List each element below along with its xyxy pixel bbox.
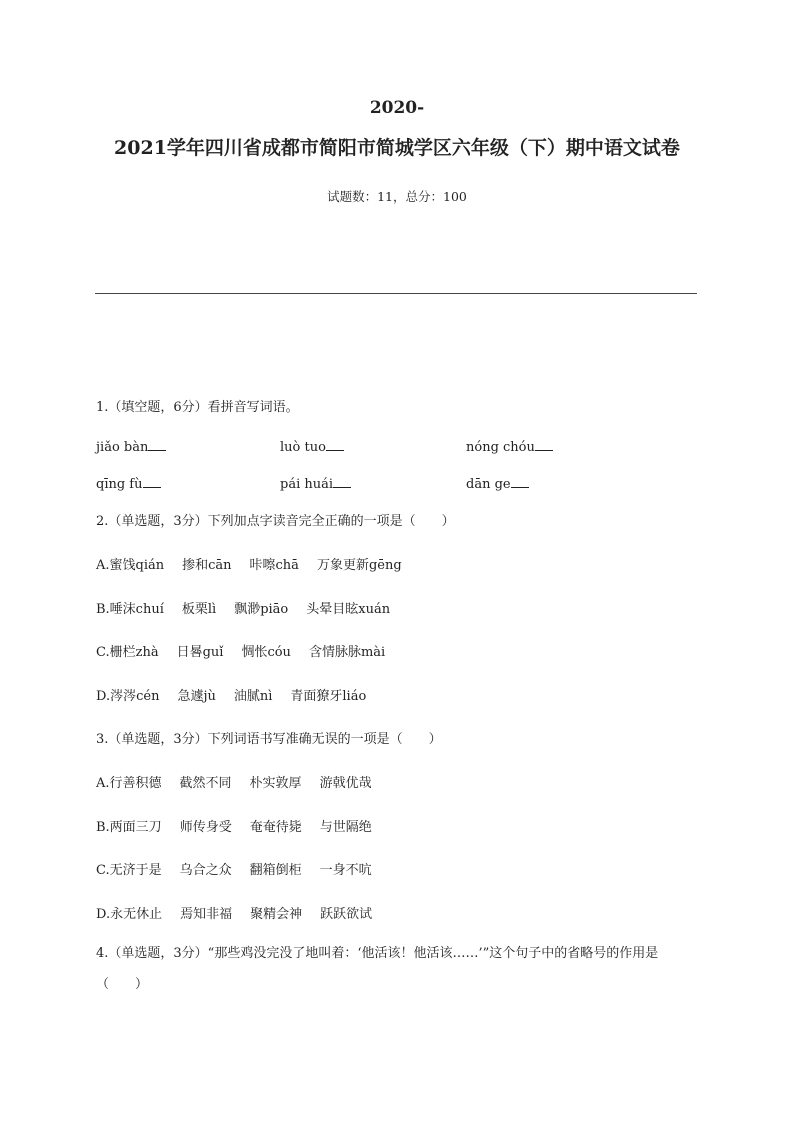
- q3-option-a[interactable]: A.行善积德 截然不同 朴实敦厚 游戟优哉: [96, 776, 372, 791]
- q3-stem: 3.（单选题，3分）下列词语书写准确无误的一项是（ ）: [96, 732, 442, 747]
- exam-meta: 试题数：11，总分：100: [327, 189, 467, 204]
- q3-option-b[interactable]: B.两面三刀 师传身受 奄奄待毙 与世隔绝: [96, 820, 372, 835]
- q3-option-c[interactable]: C.无济于是 乌合之众 翻箱倒柜 一身不吭: [96, 863, 372, 878]
- q2-option-a[interactable]: A.蜜饯qián 掺和cān 咔嚓chā 万象更新gēng: [96, 558, 402, 573]
- q1-item[interactable]: pái huái: [280, 477, 351, 492]
- q1-item[interactable]: luò tuo: [280, 440, 344, 455]
- header-divider: [95, 293, 697, 294]
- title-line-1: 2020-: [369, 98, 425, 118]
- q1-item[interactable]: nóng chóu: [466, 440, 553, 455]
- answer-blank: [148, 449, 166, 451]
- answer-blank: [535, 449, 553, 451]
- q2-stem: 2.（单选题，3分）下列加点字读音完全正确的一项是（ ）: [96, 514, 455, 529]
- q4-stem: 4.（单选题，3分）“那些鸡没完没了地叫着：‘他活该！他活该……’”这个句子中的省略号的作用是（ ）: [96, 946, 659, 992]
- q1-item[interactable]: qīng fù: [96, 477, 161, 492]
- answer-blank: [511, 486, 529, 488]
- q1-item[interactable]: dān ge: [466, 477, 529, 492]
- answer-blank: [333, 486, 351, 488]
- q2-option-b[interactable]: B.唾沫chuí 板栗lì 飘渺piāo 头晕目眩xuán: [96, 602, 391, 617]
- q2-option-d[interactable]: D.涔涔cén 急遽jù 油腻nì 青面獠牙liáo: [96, 689, 367, 704]
- answer-blank: [326, 449, 344, 451]
- q3-option-d[interactable]: D.永无休止 焉知非福 聚精会神 跃跃欲试: [96, 907, 373, 922]
- answer-blank: [143, 486, 161, 488]
- q1-stem: 1.（填空题，6分）看拼音写词语。: [96, 400, 299, 415]
- title-line-2: 2021学年四川省成都市简阳市简城学区六年级（下）期中语文试卷: [114, 137, 680, 159]
- q2-option-c[interactable]: C.栅栏zhà 日晷guǐ 惆怅cóu 含情脉脉mài: [96, 645, 386, 660]
- q1-item[interactable]: jiǎo bàn: [96, 440, 166, 455]
